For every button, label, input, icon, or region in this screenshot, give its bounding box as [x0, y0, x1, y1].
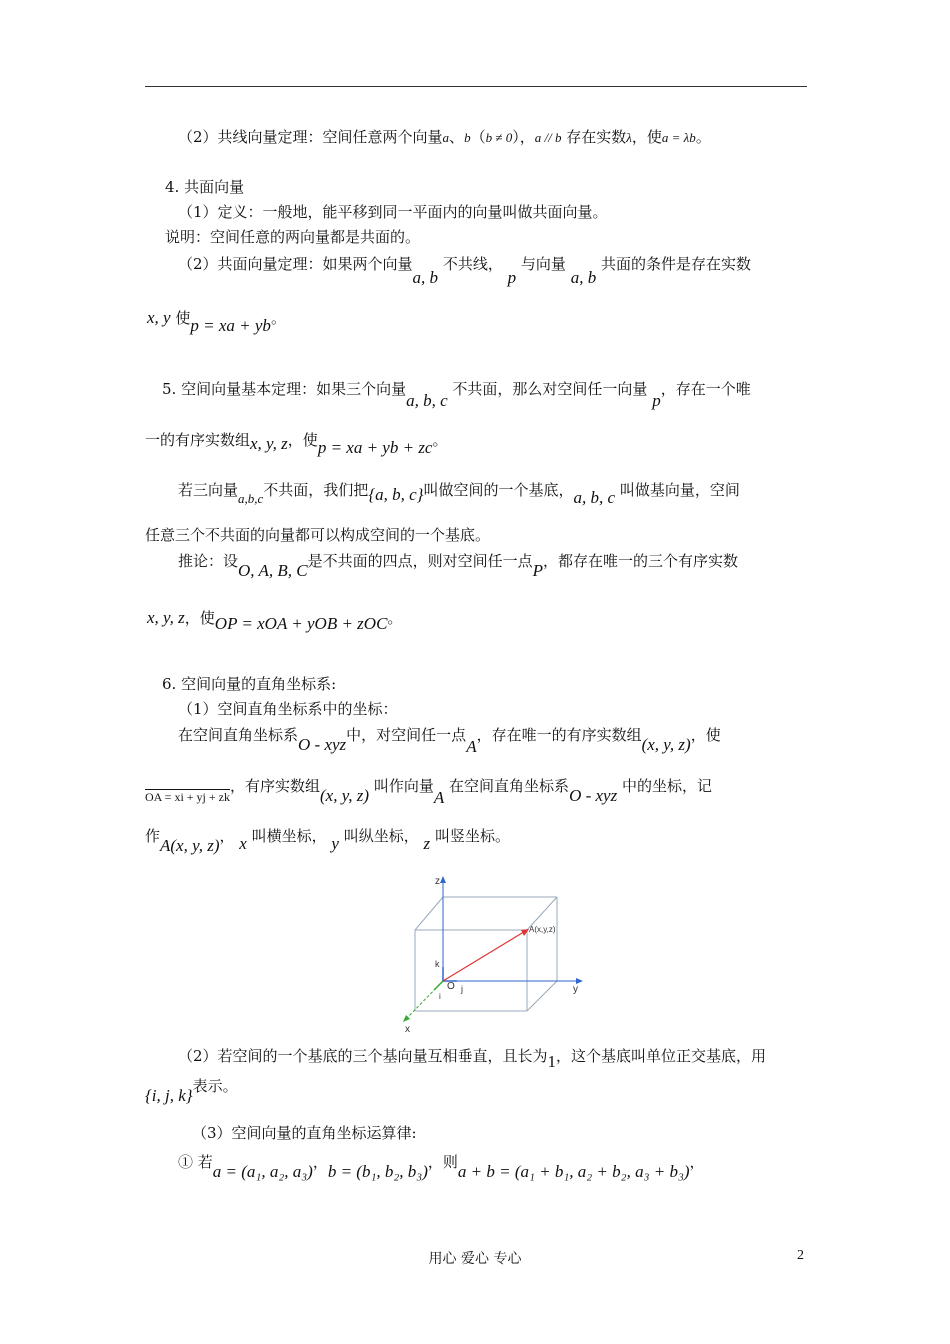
label-z: z: [435, 876, 440, 887]
text: ，存在一个唯: [660, 380, 751, 398]
text: 中的坐标，记: [622, 777, 713, 795]
text: ① 若: [178, 1153, 213, 1171]
corollary: [178, 551, 739, 580]
section-5-heading: [162, 379, 751, 410]
text: （2）若空间的一个基底的三个基向量互相垂直，且长为: [178, 1047, 548, 1065]
corollary-formula: [147, 608, 403, 633]
subsection-3: （3）空间向量的直角坐标运算律:: [192, 1124, 417, 1142]
text: ，使: [690, 726, 721, 744]
text: 不共线，: [442, 255, 503, 273]
math: y: [331, 834, 339, 853]
text: ，都存在唯一的三个有序实数: [543, 552, 739, 570]
text: 一的有序实数组: [145, 431, 251, 449]
math: a, b: [412, 268, 439, 287]
math: b ≠ 0: [485, 130, 513, 145]
math: a = (a₁, a₂, a₃): [212, 1162, 313, 1181]
math: OA = xi + yj + zk: [145, 790, 230, 804]
label-A: A(x,y,z): [529, 925, 556, 934]
text: 。: [695, 128, 711, 146]
coordinate-definition-cont: [145, 776, 713, 807]
math: (x, y, z): [319, 786, 370, 805]
page-number: 2: [797, 1248, 804, 1263]
text: （2）共线向量定理：空间任意两个向量: [178, 128, 443, 146]
math: x, y, z: [250, 434, 288, 453]
text: 。: [270, 309, 286, 327]
z-arrow-icon: [440, 876, 446, 883]
text: ，使: [631, 128, 662, 146]
text: ，这个基底叫单位正交基底，用: [556, 1047, 767, 1065]
basic-theorem-cont: [145, 430, 448, 457]
text: ，: [219, 827, 235, 845]
coordinate-figure: [395, 870, 595, 1035]
text: 是不共面的四点，则对空间任一点: [307, 552, 533, 570]
label-O: O: [447, 981, 455, 992]
math: a + b = (a₁ + b₁, a₂ + b₂, a₃ + b₃): [457, 1162, 690, 1181]
collinear-theorem: [178, 127, 711, 148]
coordinate-definition: [178, 725, 721, 756]
math: a, b: [570, 268, 597, 287]
text: ，: [312, 1153, 328, 1171]
section-4-heading: 4. 共面向量: [165, 178, 245, 196]
text: 叫横坐标，: [251, 827, 327, 845]
oa-vector: [443, 930, 527, 981]
text: （: [470, 128, 486, 146]
basis-note: 任意三个不共面的向量都可以构成空间的一个基底。: [145, 526, 491, 544]
text: 。: [432, 431, 448, 449]
text: 若三向量: [178, 481, 239, 499]
label-y: y: [573, 984, 578, 995]
math: p: [652, 391, 661, 410]
math: a, b, c: [406, 391, 448, 410]
orthonormal-basis-cont: [145, 1076, 238, 1105]
coplanar-condition: [147, 308, 286, 335]
text: 不共面，那么对空间任一向量: [452, 380, 648, 398]
orthonormal-basis: [178, 1046, 767, 1071]
i-vector: [434, 981, 443, 990]
math: (x, y, z): [641, 735, 691, 754]
math: a, b, c: [573, 488, 616, 507]
label-j: j: [461, 984, 463, 994]
math: p = xa + yb: [190, 316, 271, 335]
text: 。: [387, 609, 403, 627]
footer: 用心 爱心 专心: [428, 1251, 522, 1267]
header-rule: [145, 86, 807, 87]
math: a // b: [534, 130, 562, 145]
label-k: k: [435, 959, 440, 969]
label-x: x: [405, 1024, 410, 1035]
math: O - xyz: [298, 735, 347, 754]
coplanar-theorem: [178, 254, 751, 287]
label-i: i: [439, 992, 441, 1001]
math: OP = xOA + yOB + zOC: [214, 614, 388, 633]
text: 不共面，我们把: [263, 481, 369, 499]
text: ，使: [287, 431, 318, 449]
text: 叫做空间的一个基底，: [423, 481, 574, 499]
x-arrow-icon: [403, 1015, 410, 1022]
text: 中，对空间任一点: [346, 726, 467, 744]
math: x: [239, 834, 247, 853]
text: 作: [145, 827, 161, 845]
math: λ: [626, 130, 632, 145]
text: 叫竖坐标。: [434, 827, 510, 845]
text: 使: [175, 309, 191, 327]
math: P: [532, 561, 543, 580]
math: x, y: [147, 308, 171, 327]
note: 说明：空间任意的两向量都是共面的。: [165, 228, 421, 246]
text: ，有序实数组: [229, 777, 320, 795]
math: {i, j, k}: [145, 1086, 193, 1105]
math: a: [442, 130, 450, 145]
definition: （1）定义：一般地，能平移到同一平面内的向量叫做共面向量。: [178, 203, 608, 221]
math: A(x, y, z): [160, 836, 220, 855]
basis-definition: [178, 480, 740, 507]
section-6-heading: 6. 空间向量的直角坐标系:: [162, 675, 337, 693]
math: 1: [547, 1052, 557, 1071]
text: 存在实数: [561, 128, 627, 146]
text: 叫纵坐标，: [343, 827, 419, 845]
math: p = xa + yb + zc: [317, 438, 433, 457]
math: z: [423, 834, 431, 853]
text: ，: [689, 1153, 705, 1171]
math: O, A, B, C: [238, 561, 308, 580]
box-edges: [415, 897, 557, 1011]
text: ），: [512, 128, 535, 146]
text: 共面的条件是存在实数: [600, 255, 751, 273]
math: b = (b₁, b₂, b₃): [327, 1162, 428, 1181]
subsection-1: （1）空间直角坐标系中的坐标：: [178, 700, 398, 718]
text: 叫做基向量，空间: [619, 481, 740, 499]
text: 、: [449, 128, 465, 146]
text: （2）共面向量定理：如果两个向量: [178, 255, 413, 273]
math: a,b,c: [238, 491, 264, 506]
rule-1: [178, 1152, 705, 1181]
text: 推论：设: [178, 552, 239, 570]
math: p: [507, 268, 517, 287]
math: b: [464, 130, 471, 145]
text: 在空间直角坐标系: [178, 726, 299, 744]
math: A: [466, 737, 477, 756]
coordinate-names: [145, 826, 510, 855]
math: {a, b, c}: [368, 485, 424, 504]
text: ，使: [184, 609, 215, 627]
text: 5. 空间向量基本定理：如果三个向量: [162, 380, 407, 398]
math: A: [433, 788, 445, 807]
text: 表示。: [192, 1077, 238, 1095]
math: x, y, z: [147, 608, 185, 627]
text: 在空间直角坐标系: [449, 777, 570, 795]
text: ，存在唯一的有序实数组: [476, 726, 642, 744]
math: a = λb: [661, 130, 696, 145]
text: ，则: [427, 1153, 458, 1171]
text: 与向量: [520, 255, 566, 273]
math: O - xyz: [569, 786, 618, 805]
text: 叫作向量: [373, 777, 434, 795]
